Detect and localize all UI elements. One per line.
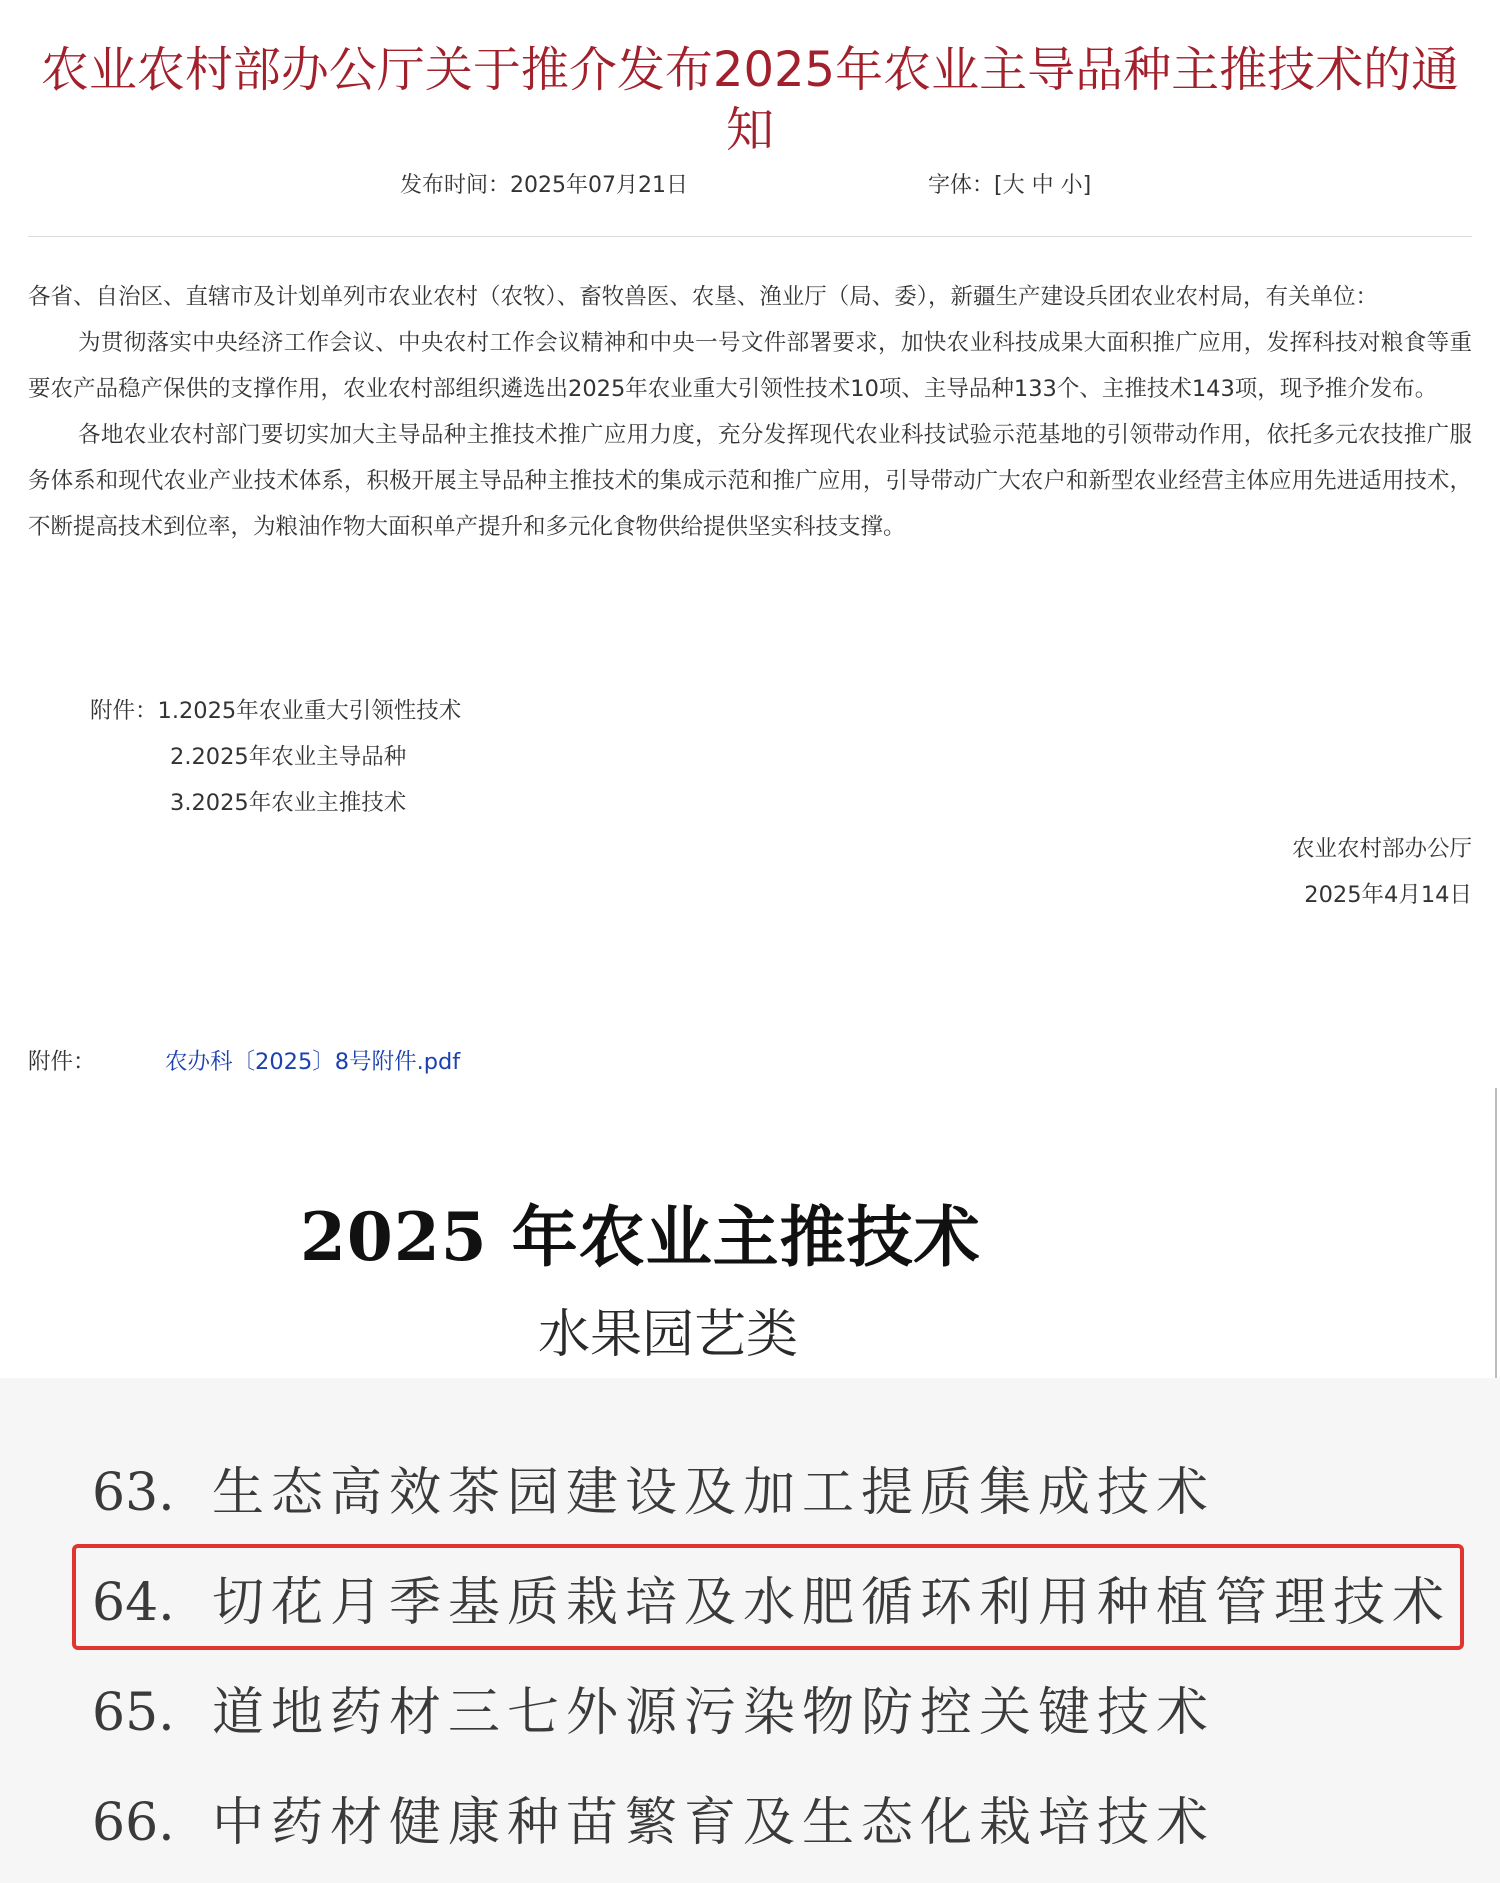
list-item [92,1780,1215,1855]
page-title: 农业农村部办公厅关于推介发布2025年农业主导品种主推技术的通知 [40,42,1460,159]
item-number: 65. [92,1683,175,1743]
font-small-button[interactable]: 小 [1060,173,1083,198]
font-label: 字体：[ [928,173,1003,198]
highlight-box [72,1544,1464,1650]
scan-edge-line [1495,1088,1497,1378]
font-large-button[interactable]: 大 [1002,173,1025,198]
list-item [92,1450,1215,1525]
font-close-bracket: ] [1082,173,1092,198]
item-number: 64. [92,1573,175,1633]
font-size-switcher [928,168,1091,199]
document-category: 水果园艺类 [538,1305,799,1365]
attachment-item-3: 3.2025年农业主推技术 [170,790,407,816]
item-text: 中药材健康种苗繁育及生态化栽培技术 [212,1793,1216,1853]
attachment-item-2: 2.2025年农业主导品种 [170,744,407,770]
item-number: 66. [92,1793,175,1853]
font-medium-button[interactable]: 中 [1031,173,1054,198]
attachment-list [90,688,461,826]
publish-date: 发布时间：2025年07月21日 [400,173,688,198]
signature-date: 2025年4月14日 [1304,882,1472,908]
scanned-document [0,1088,1500,1883]
salutation: 各省、自治区、直辖市及计划单列市农业农村（农牧）、畜牧兽医、农垦、渔业厅（局、委），新疆生产建设兵团农业农村局，有关单位： [28,284,1379,310]
attachment-item-1: 附件：1.2025年农业重大引领性技术 [90,698,462,724]
paragraph-1: 为贯彻落实中央经济工作会议、中央农村工作会议精神和中央一号文件部署要求，加快农业科技成果大面积推广应用，发挥科技对粮食等重要农产品稳产保供的支撑作用，农业农村部组织遴选出2025年农业重大引领性技术10项、主导品种133个、主推技术143项，现予推介发布。 [28,330,1472,402]
signature [1292,826,1472,918]
list-item [92,1670,1215,1745]
attachment-pdf-link[interactable]: 农办科〔2025〕8号附件.pdf [165,1049,461,1075]
header-divider [28,236,1472,237]
item-number: 63. [92,1463,175,1523]
document-title: 2025 年农业主推技术 [300,1198,981,1276]
item-text: 切花月季基质栽培及水肥循环利用种植管理技术 [212,1573,1452,1633]
item-text: 生态高效茶园建设及加工提质集成技术 [212,1463,1216,1523]
file-label: 附件： [28,1049,96,1075]
paragraph-2: 各地农业农村部门要切实加大主导品种主推技术推广应用力度，充分发挥现代农业科技试验示范基地的引领带动作用，依托多元农技推广服务体系和现代农业产业技术体系，积极开展主导品种主推技术的集成示范和推广应用，引导带动广大农户和新型农业经营主体应用先进适用技术，不断提高技术到位率，为粮油作物大面积单产提升和多元化食物供给提供坚实科技支撑。 [28,422,1472,540]
signature-org: 农业农村部办公厅 [1291,836,1472,862]
article-body [28,274,1472,550]
item-text: 道地药材三七外源污染物防控关键技术 [212,1683,1216,1743]
